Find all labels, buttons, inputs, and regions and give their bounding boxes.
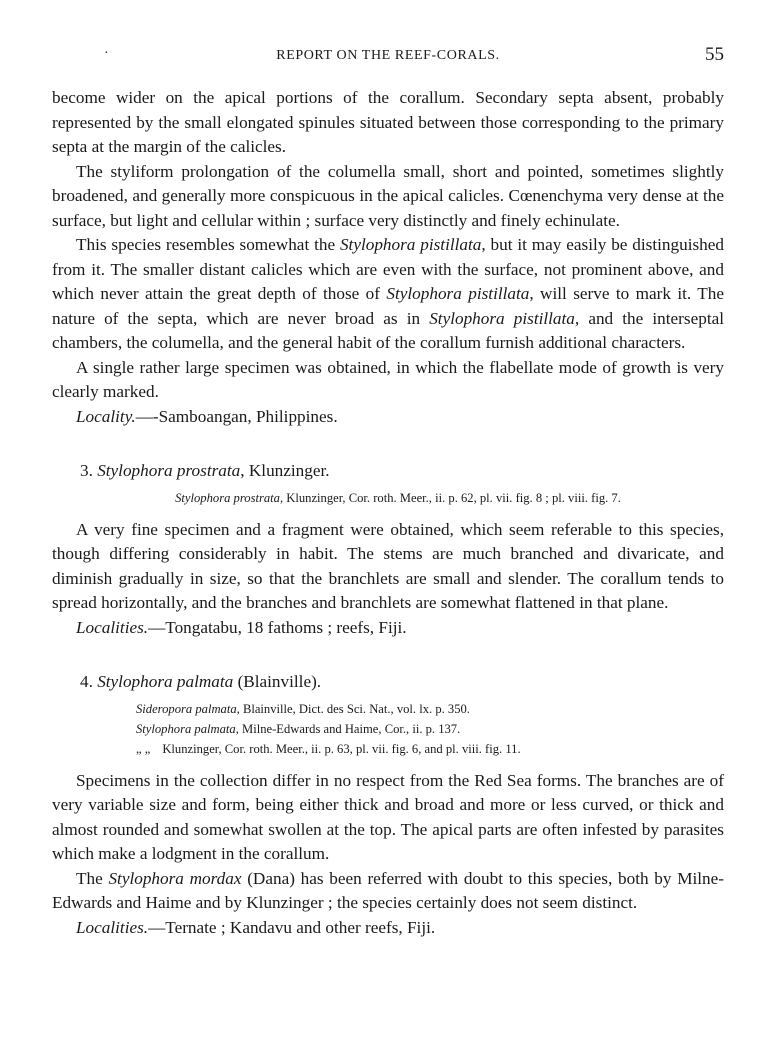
paragraph-palmata: Specimens in the collection differ in no respect from the Red Sea forms. The branches are of very variable size and form, being either thick and broad and more or less curved, or thick and almost rounded and somewhat swollen at the top. The apical parts are often infested by parasites which make a lodgment in the corallum. — [52, 770, 724, 863]
running-title: REPORT ON THE REEF-CORALS. — [276, 48, 500, 63]
paragraph-septa: become wider on the apical portions of the corallum. Secondary septa absent, probably represented by the small elongated spinules situated between those corresponding to the primary septa at the margin of the calicles. — [52, 88, 724, 156]
paragraph-prostrata: A very fine specimen and a fragment were obtained, which seem referable to this species, though differing considerably in habit. The stems are much branched and divaricate, and diminish gradually in size, so that the branchlets are small and slender. The corallum tends to spread horizontally, and the branches and branchlets are somewhat flattened in that plane. — [52, 519, 724, 612]
body-text — [52, 86, 724, 940]
synonymy-list — [52, 699, 724, 759]
header-dot: · — [104, 46, 109, 61]
synonymy-reference: Sideropora palmata, Blainville, Dict. des Sci. Nat., vol. lx. p. 350. — [136, 701, 470, 716]
species-heading-palmata: 4. Stylophora palmata (Blainville). — [80, 672, 322, 691]
synonymy-reference: Stylophora palmata, Milne-Edwards and Haime, Cor., ii. p. 137. — [136, 721, 461, 736]
paragraph-comparison: This species resembles somewhat the Stylophora pistillata, but it may easily be distinguished from it. The smaller distant calicles which are even with the surface, not prominent above, and which never attain the great depth of those of Stylophora pistillata, will serve to mark it. The nature of the septa, which are never broad as in Stylophora pistillata, and the interseptal chambers, the columella, and the general habit of the corallum furnish additional characters. — [52, 235, 724, 352]
paragraph-columella: The styliform prolongation of the columella small, short and pointed, sometimes slightly broadened, and generally more conspicuous in the apical calicles. Cœnenchyma very dense at the surface, but light and cellular within ; surface very distinctly and finely echinulate. — [52, 161, 724, 230]
localities-line: Localities.—Ternate ; Kandavu and other reefs, Fiji. — [76, 917, 436, 937]
paragraph-mordax: The Stylophora mordax (Dana) has been referred with doubt to this species, both by Milne-Edwards and Haime and by Klunzinger ; the species certainly does not seem distinct. — [52, 868, 724, 912]
synonymy-reference: „ „ Klunzinger, Cor. roth. Meer., ii. p. 63, pl. vii. fig. 6, and pl. viii. fig. 11. — [136, 741, 521, 756]
paragraph-specimen: A single rather large specimen was obtained, in which the flabellate mode of growth is very clearly marked. — [52, 357, 724, 401]
locality-label: Locality. — [76, 406, 136, 426]
running-header — [0, 44, 776, 68]
synonymy-reference: Stylophora prostrata, Klunzinger, Cor. roth. Meer., ii. p. 62, pl. vii. fig. 8 ; pl. viii. fig. 7. — [175, 490, 621, 505]
localities-line: Localities.—Tongatabu, 18 fathoms ; reefs, Fiji. — [76, 617, 407, 637]
page-number: 55 — [705, 44, 724, 65]
species-heading-prostrata: 3. Stylophora prostrata, Klunzinger. — [80, 461, 330, 480]
locality-line: Locality.—-Samboangan, Philippines. — [76, 406, 338, 426]
